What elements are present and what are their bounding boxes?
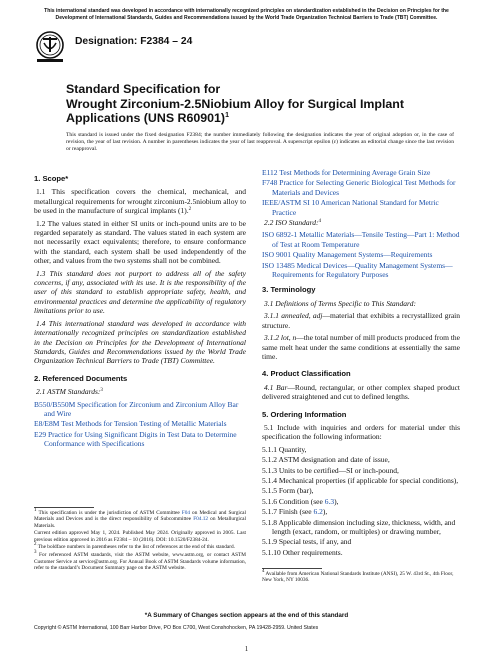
reference-item[interactable]: B550/B550M Specification for Zirconium and Zirconium Alloy Bar and Wire: [34, 399, 239, 418]
iso-standards-label: 2.2 ISO Standard:$^4$: [264, 218, 322, 228]
page-number: 1: [244, 645, 249, 653]
section-link[interactable]: 6.2: [313, 507, 323, 517]
footnote-marker[interactable]: 3: [100, 388, 103, 394]
issued-note: This standard is issued under the fixed designation F2384; the number immediately following the designation indicates the year of original adoption or, in the case of revision, the year of last revision. A number in parentheses indicates the year of last reapproval. A superscript epsilon (ε) indicates an editorial change since the last revision or reapproval.: [66, 132, 454, 153]
footnote-marker[interactable]: 1: [225, 112, 229, 119]
section-heading-scope: 1. Scope*: [34, 174, 69, 183]
footnote-marker[interactable]: 2: [188, 207, 192, 213]
footnote-4: $^4$ Available from American National Standards Institute (ANSI), 25 W. 43rd St., 4th Floor, New York, NY 10036.: [262, 569, 454, 584]
section-link[interactable]: 6.3: [324, 496, 335, 506]
reference-item[interactable]: ISO 13485 Medical Devices—Quality Management Systems—Requirements for Regulatory Purposes: [262, 260, 453, 280]
paragraph: 1.2 The values stated in either SI units or inch-pound units are to be regarded separately as standard. The values stated in each system are not necessarily exact equivalents; therefore, to ensure conformance with the standard, each system shall be used independently of the other, and values from the two systems shall not be combined.: [34, 218, 246, 266]
list-item: 5.1.1 Quantity,: [262, 444, 307, 454]
list-item: 5.1.10 Other requirements.: [262, 547, 343, 557]
list-item: 5.1.3 Units to be certified—SI or inch-pound,: [262, 465, 399, 475]
reference-item[interactable]: E29 Practice for Using Significant Digits in Test Data to Determine Conformance with Specifications: [34, 429, 237, 449]
list-item: 5.1.4 Mechanical properties (if applicable for special conditions),: [262, 475, 459, 485]
copyright: Copyright © ASTM International, 100 Barr Harbor Drive, PO Box C700, West Conshohocken, PA 19428-2959. United States: [34, 625, 319, 631]
reference-item[interactable]: E112 Test Methods for Determining Average Grain Size: [262, 168, 431, 177]
paragraph: 3.1.1 annealed, adj—material that exhibits a recrystallized grain structure.: [262, 311, 460, 330]
astm-logo: [33, 30, 67, 64]
list-item: 5.1.7 Finish (see 6.2),: [262, 507, 328, 517]
footnote-1: $^1$ This specification is under the jurisdiction of ASTM Committee F04 on Medical and Surgical Materials and Devices and is the direct responsibility of Subcommittee F04.12 on Metallurgical Materials.: [34, 508, 246, 529]
title-line: Applications (UNS R60901)$^1$: [66, 111, 229, 125]
paragraph: 1.1 This specification covers the chemical, mechanical, and metallurgical requirements for wrought zirconium-2.5niobium alloy to be used in the manufacture of surgical implants (1).$^2$: [34, 187, 246, 216]
reference-item[interactable]: F748 Practice for Selecting Generic Biological Test Methods for Materials and Devices: [262, 178, 456, 197]
footnote-1-edition: Current edition approved May 1, 2024. Published May 2024. Originally approved in 2005. Last previous edition approved in 2016 as F2384 – 10 (2016). DOI: 10.1520/F2384-24.: [34, 530, 246, 543]
list-item: 5.1.2 ASTM designation and date of issue,: [262, 455, 390, 465]
footnotes: [34, 510, 246, 573]
left-column: [34, 174, 246, 450]
designation: Designation: F2384 – 24: [75, 36, 193, 47]
committee-link[interactable]: F04: [181, 510, 191, 516]
list-item: 5.1.5 Form (bar),: [262, 486, 314, 496]
reference-item[interactable]: ISO 9001 Quality Management Systems—Requirements: [262, 250, 433, 260]
list-item: 5.1.9 Special tests, if any, and: [262, 537, 352, 547]
reference-item[interactable]: IEEE/ASTM SI 10 American National Standard for Metric Practice: [262, 198, 439, 217]
footnote-marker[interactable]: 4: [318, 219, 322, 225]
footnote-divider: [262, 568, 322, 569]
list-item: 5.1.6 Condition (see 6.3),: [262, 496, 339, 506]
section-heading-ordering: 5. Ordering Information: [262, 409, 347, 419]
reference-item[interactable]: E8/E8M Test Methods for Tension Testing of Metallic Materials: [34, 419, 227, 429]
title-line: Wrought Zirconium-2.5Niobium Alloy for Surgical Implant: [66, 96, 405, 111]
footnote-3: $^3$ For referenced ASTM standards, visit the ASTM website, www.astm.org, or contact ASTM Customer Service at service@astm.org. For Annual Book of ASTM Standards volume information, refer to the standard’s Document Summary page on the ASTM website.: [34, 550, 247, 571]
footnote-divider: [34, 507, 94, 508]
right-column: [262, 168, 460, 558]
section-heading-classification: 4. Product Classification: [262, 369, 351, 379]
paragraph: 4.1 Bar—Round, rectangular, or other complex shaped product delivered straightened and cut to defined lengths.: [262, 382, 460, 402]
title-line: Standard Specification for: [66, 82, 221, 96]
paragraph: 1.4 This international standard was developed in accordance with internationally recognized principles on standardization established in the Decision on Principles for the Development of International Standards, Guides and Recommendations issued by the World Trade Organization Technical Barriers to Trade (TBT) Committee.: [34, 318, 246, 366]
paragraph: 5.1 Include with inquiries and orders for material under this specification the following information:: [262, 422, 460, 442]
summary-of-changes-note: *A Summary of Changes section appears at the end of this standard: [144, 612, 349, 619]
wto-notice: This international standard was developed in accordance with internationally recognized principles on standardization established in the Decision on Principles for the Development of International Standards, Guides and Recommendations issued by the World Trade Organization Technical Barriers to Trade (TBT) Committee.: [44, 8, 449, 21]
astm-standards-label: 2.1 ASTM Standards:$^3$: [36, 387, 103, 397]
list-item: 5.1.8 Applicable dimension including size, thickness, width, and length (exact, random, or multiples) or drawing number,: [262, 517, 456, 536]
document-title: [66, 82, 446, 126]
subcommittee-link[interactable]: F04.12: [193, 516, 209, 523]
paragraph: 3.1.2 lot, n—the total number of mill products produced from the same melt heat under the same conditions at essentially the same time.: [262, 333, 461, 361]
reference-item[interactable]: ISO 6892-1 Metallic Materials—Tensile Testing—Part 1: Method of Test at Room Temperature: [262, 230, 460, 249]
footnote-2: $^2$ The boldface numbers in parentheses refer to the list of references at the end of this standard.: [34, 542, 235, 551]
section-heading-terminology: 3. Terminology: [262, 285, 316, 295]
paragraph: 1.3 This standard does not purport to address all of the safety concerns, if any, associated with its use. It is the responsibility of the user of this standard to establish appropriate safety, health, and environmental practices and determine the applicability of regulatory limitations prior to use.: [34, 268, 246, 316]
paragraph: 3.1 Definitions of Terms Specific to This Standard:: [264, 298, 416, 308]
section-heading-references: 2. Referenced Documents: [34, 373, 128, 383]
